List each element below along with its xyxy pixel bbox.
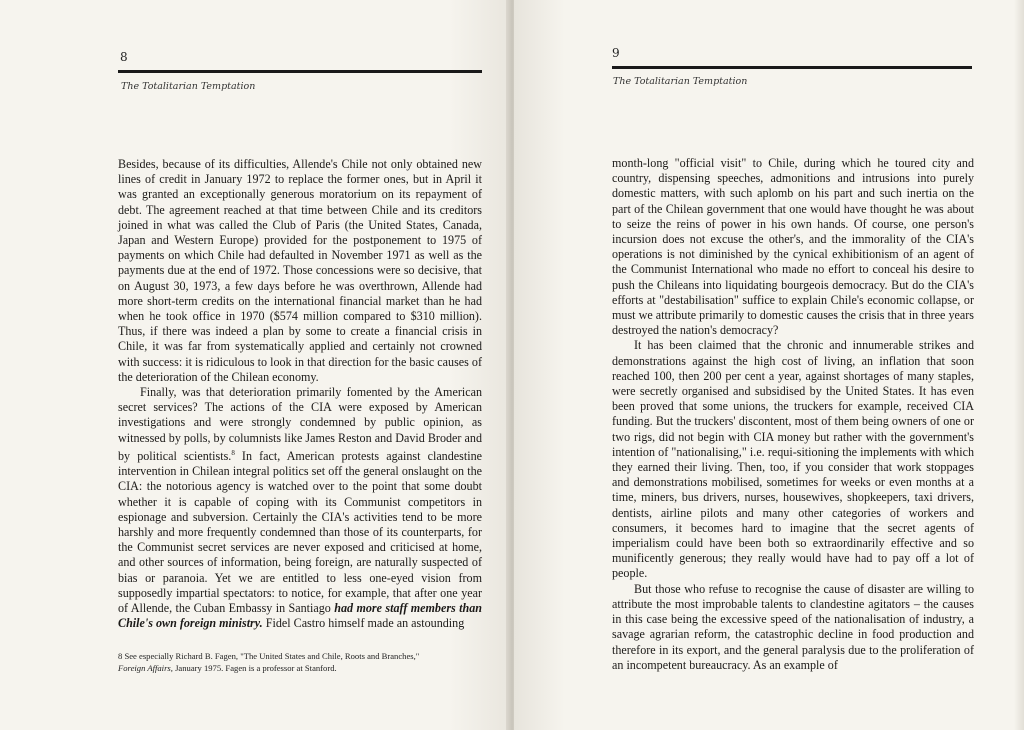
page-number: 9: [612, 46, 620, 60]
running-head: The Totalitarian Temptation: [613, 76, 748, 87]
body-text: [612, 156, 974, 673]
right-page: [514, 0, 1024, 730]
running-head: The Totalitarian Temptation: [121, 81, 256, 92]
text-run: Finally, was that deterioration primarily fomented by the American secret services? The actions of the CIA were exposed by American investigations and were strongly condemned by public opinion, as witnessed by polls, by columnists like James Reston and David Broder and by political scientists.: [118, 385, 482, 463]
footnote: [118, 651, 482, 674]
left-page: [0, 0, 510, 730]
footnote-text: January 1975. Fagen is a professor at Stanford.: [172, 662, 337, 673]
paragraph: Besides, because of its difficulties, Allende's Chile not only obtained new lines of credit in January 1972 to replace the former ones, but in April it was granted an exceptionally generous moratorium on its repayment of debt. The agreement reached at that time between Chile and its creditors joined in what was called the Club of Paris (the United States, Canada, Japan and Western Europe) provided for the postponement to 1975 of payments on which Chile had defaulted in November 1971 as well as the payments due at the end of 1972. Those concessions were so decisive, that on August 30, 1973, a few days before he was overthrown, Allende had more short-term credits on the international financial market than he had when he took office in 1970 ($574 million compared to $310 million). Thus, if there was indeed a plan by some to create a financial crisis in Chile, it was far from systematically applied and certainly not crowned with success: it is ridiculous to look in that direction for the basic causes of the deterioration of the Chilean economy.: [118, 157, 482, 384]
footnote-marker: 8: [231, 448, 235, 457]
paragraph: month-long "official visit" to Chile, during which he toured city and country, dispensing speeches, admonitions and intrusions into purely domestic matters, with such aplomb on his part and such inertia on the part of the Chilean government that one would have thought he was about to seize the reins of power in his own hands. Of course, one person's incursion does not excuse the other's, and the immorality of the CIA's operations is not diminished by the cynical exhibitionism of an agent of the Communist International who made no effort to conceal his desire to push the Chileans into liquidating bourgeois democracy. But do the CIA's efforts at "destabilisation" suffice to explain Chile's economic collapse, or must we attribute primarily to domestic causes the crisis that in three years destroyed the nation's democracy?: [612, 156, 974, 338]
header-rule: [612, 66, 972, 69]
page-edge: [1014, 0, 1024, 730]
body-text: [118, 157, 482, 631]
emphasis: had more staff members than Chile's own foreign ministry.: [118, 600, 483, 631]
text-run: In fact, American protests against clandestine intervention in Chilean integral politics set off the general onslaught on the CIA: the notorious agency is watched over to the point that some doubt whether it is capable of coping with its Communist competitors in espionage and subversion. Certainly the CIA's activities tend to be more harshly and more frequently condemned than those of its counterparts, for the Communist secret services are never exposed and criticised at home, and other sources of information, being foreign, are naturally suspected of bias or paranoia. Yet we are entitled to less one-eyed vision from supposedly impartial spectators: to notice, for example, that after one year of Allende, the Cuban Embassy in Santiago: [118, 448, 482, 615]
text-run: Fidel Castro himself made an astounding: [262, 616, 465, 631]
header-rule: [118, 70, 482, 73]
paragraph: It has been claimed that the chronic and innumerable strikes and demonstrations against the high cost of living, an inflation that soon reached 100, then 200 per cent a year, against shortages of many staples, were secretly organised and subsidised by the United States. It has even been proved that some unions, the truckers for example, received CIA funding. But the truckers' discontent, most of them being owners of one or two rigs, did not begin with CIA money but rather with the government's intention of "nationalising," i.e. requi-sitioning the implements with which they earned their living. Then, too, if you consider that work stoppages and demonstrations mobilised, sometimes for weeks or even months at a time, miners, bus drivers, nurses, housewives, shopkeepers, taxi drivers, dentists, airline pilots and many other categories of workers and consumers, it becomes hard to imagine that the secret agents of imperialism could have been both so extraordinarily effective and so munificently generous; they really would have had to pay off a lot of people.: [612, 338, 974, 581]
page-number: 8: [120, 50, 128, 64]
footnote-text: 8 See especially Richard B. Fagen, "The United States and Chile, Roots and Branches,": [118, 651, 420, 661]
paragraph: [118, 385, 482, 631]
paragraph: But those who refuse to recognise the cause of disaster are willing to attribute the most improbable talents to clandestine agitators – the causes in this case being the excessive speed of the nationalisation of industry, a savage agrarian reform, the catastrophic decline in food production and therefore in its export, and the general paralysis due to the proliferation of an incompetent bureaucracy. As an example of: [612, 581, 974, 672]
footnote-journal: Foreign Affairs,: [118, 662, 173, 673]
